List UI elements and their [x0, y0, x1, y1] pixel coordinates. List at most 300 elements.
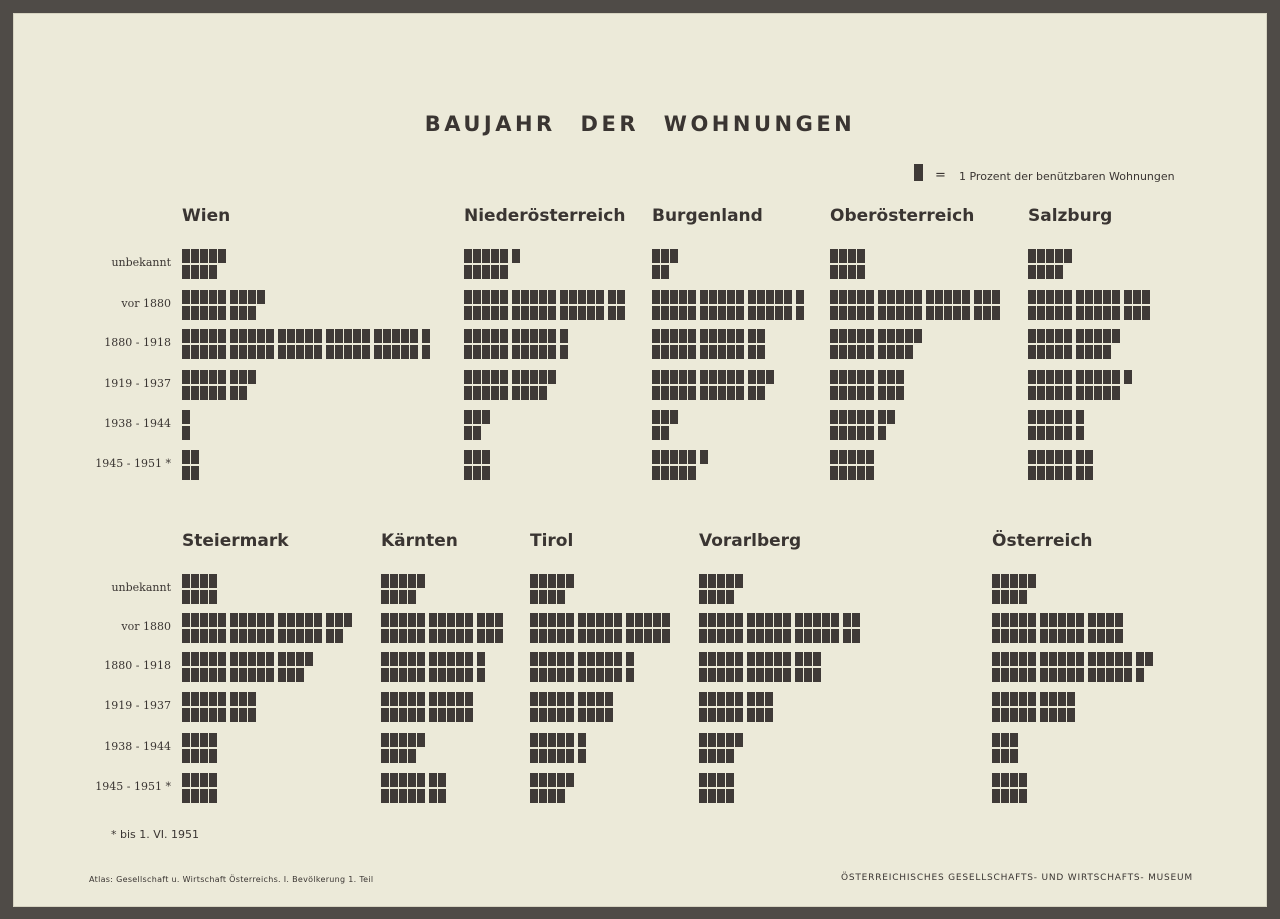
isotype-block-niederoesterreich-1919-1937: [482, 386, 490, 400]
isotype-block-tirol-vor-1880: [662, 629, 670, 643]
isotype-block-vorarlberg-vor-1880: [699, 613, 707, 627]
isotype-block-wien-1919-1937: [218, 386, 226, 400]
isotype-block-steiermark-1938-1944: [200, 749, 208, 763]
isotype-block-kaernten-vor-1880: [477, 613, 485, 627]
isotype-block-tirol-1919-1937: [605, 708, 613, 722]
isotype-block-oberoesterreich-vor-1880: [926, 290, 934, 304]
isotype-block-oberoesterreich-1919-1937: [866, 370, 874, 384]
isotype-block-niederoesterreich-vor-1880: [482, 306, 490, 320]
isotype-block-burgenland-1880-1918: [679, 345, 687, 359]
legend-symbol: [914, 164, 923, 181]
isotype-block-kaernten-1880-1918: [477, 668, 485, 682]
row-label-vor-1880: vor 1880: [121, 297, 171, 310]
isotype-block-niederoesterreich-1880-1918: [521, 345, 529, 359]
isotype-block-kaernten-1919-1937: [408, 708, 416, 722]
isotype-block-oesterreich-vor-1880: [1076, 613, 1084, 627]
row-label-1938-1944: 1938 - 1944: [104, 740, 171, 753]
isotype-block-oberoesterreich-1919-1937: [878, 386, 886, 400]
isotype-block-kaernten-1945-1951: [438, 773, 446, 787]
isotype-block-kaernten-vor-1880: [381, 629, 389, 643]
isotype-block-oberoesterreich-vor-1880: [935, 290, 943, 304]
isotype-block-vorarlberg-1880-1918: [804, 652, 812, 666]
isotype-block-kaernten-1945-1951: [390, 773, 398, 787]
isotype-block-wien-1880-1918: [278, 329, 286, 343]
row-label-1919-1937: 1919 - 1937: [104, 699, 171, 712]
isotype-block-oesterreich-vor-1880: [992, 613, 1000, 627]
isotype-block-niederoesterreich-vor-1880: [512, 306, 520, 320]
isotype-block-wien-1880-1918: [335, 329, 343, 343]
isotype-block-wien-unbekannt: [191, 249, 199, 263]
isotype-block-oesterreich-1938-1944: [992, 733, 1000, 747]
isotype-block-oesterreich-vor-1880: [1019, 613, 1027, 627]
isotype-block-vorarlberg-1919-1937: [747, 708, 755, 722]
isotype-block-steiermark-1880-1918: [278, 668, 286, 682]
isotype-block-steiermark-vor-1880: [230, 629, 238, 643]
isotype-block-kaernten-1919-1937: [465, 708, 473, 722]
isotype-block-vorarlberg-1919-1937: [699, 692, 707, 706]
isotype-block-salzburg-vor-1880: [1064, 306, 1072, 320]
isotype-block-salzburg-1919-1937: [1037, 386, 1045, 400]
isotype-block-wien-1880-1918: [296, 329, 304, 343]
isotype-block-oesterreich-1880-1918: [1145, 652, 1153, 666]
isotype-block-salzburg-unbekannt: [1037, 265, 1045, 279]
isotype-block-salzburg-1945-1951: [1046, 450, 1054, 464]
isotype-block-salzburg-1938-1944: [1064, 426, 1072, 440]
isotype-block-salzburg-1880-1918: [1028, 345, 1036, 359]
isotype-block-niederoesterreich-1880-1918: [512, 345, 520, 359]
isotype-block-wien-1880-1918: [287, 329, 295, 343]
isotype-block-vorarlberg-vor-1880: [735, 629, 743, 643]
isotype-block-wien-1880-1918: [422, 345, 430, 359]
isotype-block-wien-1880-1918: [344, 329, 352, 343]
isotype-block-salzburg-1919-1937: [1076, 370, 1084, 384]
isotype-block-burgenland-1919-1937: [727, 370, 735, 384]
isotype-block-oesterreich-unbekannt: [1010, 574, 1018, 588]
isotype-block-tirol-1880-1918: [548, 652, 556, 666]
isotype-block-tirol-1919-1937: [566, 692, 574, 706]
isotype-block-salzburg-1880-1918: [1076, 329, 1084, 343]
isotype-block-burgenland-unbekannt: [652, 249, 660, 263]
isotype-block-steiermark-vor-1880: [209, 629, 217, 643]
isotype-block-vorarlberg-vor-1880: [756, 613, 764, 627]
isotype-block-steiermark-1919-1937: [230, 708, 238, 722]
isotype-block-oesterreich-1945-1951: [1010, 789, 1018, 803]
isotype-block-oesterreich-1945-1951: [1001, 789, 1009, 803]
isotype-block-kaernten-1919-1937: [408, 692, 416, 706]
isotype-block-steiermark-1880-1918: [287, 668, 295, 682]
isotype-block-oberoesterreich-vor-1880: [896, 290, 904, 304]
isotype-block-salzburg-1880-1918: [1103, 329, 1111, 343]
isotype-block-burgenland-1919-1937: [688, 370, 696, 384]
isotype-block-niederoesterreich-vor-1880: [464, 306, 472, 320]
isotype-block-oberoesterreich-1938-1944: [866, 410, 874, 424]
isotype-block-salzburg-1880-1918: [1064, 345, 1072, 359]
isotype-block-burgenland-1945-1951: [700, 450, 708, 464]
isotype-block-tirol-1880-1918: [566, 668, 574, 682]
isotype-block-kaernten-unbekannt: [399, 590, 407, 604]
isotype-block-vorarlberg-vor-1880: [726, 629, 734, 643]
isotype-block-wien-1938-1944: [182, 426, 190, 440]
isotype-block-wien-unbekannt: [200, 249, 208, 263]
isotype-block-steiermark-1919-1937: [218, 708, 226, 722]
isotype-block-niederoesterreich-1919-1937: [491, 386, 499, 400]
isotype-block-oesterreich-1919-1937: [1067, 692, 1075, 706]
isotype-block-tirol-vor-1880: [644, 613, 652, 627]
isotype-block-kaernten-1945-1951: [408, 789, 416, 803]
panel-title-vorarlberg: Vorarlberg: [699, 531, 802, 551]
isotype-block-wien-1880-1918: [200, 345, 208, 359]
isotype-block-wien-1880-1918: [326, 329, 334, 343]
isotype-block-tirol-1938-1944: [566, 749, 574, 763]
isotype-block-vorarlberg-1880-1918: [804, 668, 812, 682]
isotype-block-niederoesterreich-vor-1880: [608, 290, 616, 304]
isotype-block-tirol-vor-1880: [596, 629, 604, 643]
isotype-block-oberoesterreich-vor-1880: [953, 290, 961, 304]
isotype-block-niederoesterreich-vor-1880: [569, 290, 577, 304]
isotype-block-oberoesterreich-1945-1951: [839, 450, 847, 464]
isotype-block-kaernten-1938-1944: [390, 749, 398, 763]
isotype-block-niederoesterreich-1919-1937: [500, 370, 508, 384]
isotype-block-burgenland-1919-1937: [679, 370, 687, 384]
isotype-block-oesterreich-vor-1880: [1058, 613, 1066, 627]
isotype-block-steiermark-unbekannt: [191, 574, 199, 588]
isotype-block-oberoesterreich-1938-1944: [857, 426, 865, 440]
isotype-block-vorarlberg-1919-1937: [756, 692, 764, 706]
isotype-block-oberoesterreich-vor-1880: [848, 290, 856, 304]
isotype-block-niederoesterreich-1938-1944: [464, 410, 472, 424]
isotype-block-niederoesterreich-vor-1880: [617, 306, 625, 320]
isotype-block-oesterreich-1880-1918: [1058, 668, 1066, 682]
isotype-block-wien-1880-1918: [287, 345, 295, 359]
isotype-block-burgenland-1880-1918: [709, 345, 717, 359]
isotype-block-vorarlberg-vor-1880: [813, 613, 821, 627]
isotype-block-burgenland-1880-1918: [718, 329, 726, 343]
row-label-unbekannt: unbekannt: [111, 581, 171, 594]
isotype-block-salzburg-unbekannt: [1055, 265, 1063, 279]
isotype-block-oesterreich-1880-1918: [1019, 652, 1027, 666]
isotype-block-kaernten-1945-1951: [381, 789, 389, 803]
isotype-block-tirol-vor-1880: [644, 629, 652, 643]
isotype-block-tirol-1880-1918: [578, 668, 586, 682]
isotype-block-oberoesterreich-1880-1918: [878, 329, 886, 343]
isotype-block-salzburg-1880-1918: [1037, 345, 1045, 359]
isotype-block-burgenland-1919-1937: [718, 370, 726, 384]
isotype-block-salzburg-1919-1937: [1028, 386, 1036, 400]
isotype-block-salzburg-vor-1880: [1103, 290, 1111, 304]
isotype-block-oberoesterreich-1945-1951: [857, 466, 865, 480]
isotype-block-wien-unbekannt: [182, 265, 190, 279]
isotype-block-oesterreich-1919-1937: [1001, 708, 1009, 722]
isotype-block-tirol-unbekannt: [566, 574, 574, 588]
isotype-block-salzburg-vor-1880: [1112, 306, 1120, 320]
isotype-block-oesterreich-vor-1880: [1076, 629, 1084, 643]
isotype-block-oberoesterreich-1945-1951: [848, 450, 856, 464]
isotype-block-oberoesterreich-1880-1918: [896, 345, 904, 359]
isotype-block-burgenland-vor-1880: [784, 290, 792, 304]
isotype-block-burgenland-1880-1918: [652, 345, 660, 359]
isotype-block-salzburg-1938-1944: [1076, 426, 1084, 440]
isotype-block-steiermark-vor-1880: [326, 629, 334, 643]
isotype-block-kaernten-1880-1918: [417, 668, 425, 682]
isotype-block-oesterreich-1919-1937: [992, 692, 1000, 706]
isotype-block-vorarlberg-unbekannt: [699, 590, 707, 604]
isotype-block-vorarlberg-vor-1880: [774, 613, 782, 627]
isotype-block-oberoesterreich-1880-1918: [848, 329, 856, 343]
isotype-block-vorarlberg-1945-1951: [708, 773, 716, 787]
isotype-block-tirol-vor-1880: [653, 629, 661, 643]
isotype-block-kaernten-1919-1937: [465, 692, 473, 706]
isotype-block-salzburg-unbekannt: [1055, 249, 1063, 263]
isotype-block-salzburg-vor-1880: [1064, 290, 1072, 304]
isotype-block-wien-1919-1937: [191, 386, 199, 400]
isotype-block-niederoesterreich-1919-1937: [530, 386, 538, 400]
isotype-block-niederoesterreich-vor-1880: [491, 306, 499, 320]
isotype-block-salzburg-1938-1944: [1028, 426, 1036, 440]
isotype-block-burgenland-vor-1880: [748, 306, 756, 320]
isotype-block-salzburg-1945-1951: [1085, 466, 1093, 480]
isotype-block-salzburg-1919-1937: [1055, 386, 1063, 400]
isotype-block-steiermark-vor-1880: [200, 629, 208, 643]
isotype-block-steiermark-1919-1937: [200, 692, 208, 706]
isotype-block-wien-1880-1918: [182, 345, 190, 359]
isotype-block-tirol-1880-1918: [614, 668, 622, 682]
isotype-block-kaernten-vor-1880: [465, 613, 473, 627]
isotype-block-tirol-1919-1937: [587, 708, 595, 722]
isotype-block-vorarlberg-1938-1944: [717, 733, 725, 747]
isotype-block-wien-1880-1918: [191, 345, 199, 359]
isotype-block-tirol-1938-1944: [578, 749, 586, 763]
isotype-block-wien-1880-1918: [362, 345, 370, 359]
isotype-block-tirol-1919-1937: [578, 692, 586, 706]
isotype-block-burgenland-1880-1918: [748, 345, 756, 359]
isotype-block-vorarlberg-unbekannt: [699, 574, 707, 588]
isotype-block-kaernten-vor-1880: [438, 613, 446, 627]
isotype-block-burgenland-1945-1951: [670, 450, 678, 464]
isotype-block-burgenland-vor-1880: [670, 290, 678, 304]
isotype-block-tirol-1880-1918: [539, 652, 547, 666]
isotype-block-tirol-vor-1880: [587, 613, 595, 627]
isotype-block-kaernten-1880-1918: [417, 652, 425, 666]
isotype-block-burgenland-1919-1937: [757, 370, 765, 384]
isotype-block-vorarlberg-vor-1880: [708, 613, 716, 627]
isotype-block-burgenland-vor-1880: [718, 306, 726, 320]
isotype-block-salzburg-vor-1880: [1037, 290, 1045, 304]
isotype-block-oesterreich-1938-1944: [1010, 733, 1018, 747]
isotype-block-kaernten-vor-1880: [447, 629, 455, 643]
isotype-block-kaernten-1945-1951: [417, 773, 425, 787]
isotype-block-niederoesterreich-1919-1937: [464, 370, 472, 384]
isotype-block-kaernten-1938-1944: [408, 733, 416, 747]
isotype-block-salzburg-1919-1937: [1064, 370, 1072, 384]
isotype-block-vorarlberg-1945-1951: [726, 789, 734, 803]
isotype-block-vorarlberg-1880-1918: [795, 668, 803, 682]
isotype-block-vorarlberg-1919-1937: [726, 708, 734, 722]
isotype-block-burgenland-vor-1880: [727, 290, 735, 304]
isotype-block-steiermark-1880-1918: [305, 652, 313, 666]
isotype-block-salzburg-1919-1937: [1112, 386, 1120, 400]
isotype-block-oesterreich-unbekannt: [1001, 574, 1009, 588]
isotype-block-vorarlberg-1880-1918: [708, 652, 716, 666]
isotype-block-tirol-vor-1880: [635, 613, 643, 627]
isotype-block-tirol-unbekannt: [530, 590, 538, 604]
isotype-block-burgenland-1919-1937: [757, 386, 765, 400]
isotype-block-steiermark-unbekannt: [191, 590, 199, 604]
isotype-block-oberoesterreich-1938-1944: [866, 426, 874, 440]
isotype-block-kaernten-unbekannt: [408, 574, 416, 588]
row-label-1919-1937: 1919 - 1937: [104, 377, 171, 390]
isotype-block-kaernten-vor-1880: [486, 613, 494, 627]
isotype-block-burgenland-1880-1918: [736, 345, 744, 359]
row-label-unbekannt: unbekannt: [111, 256, 171, 269]
isotype-block-vorarlberg-unbekannt: [717, 574, 725, 588]
isotype-block-niederoesterreich-1880-1918: [473, 329, 481, 343]
isotype-block-salzburg-vor-1880: [1055, 290, 1063, 304]
isotype-block-oesterreich-1880-1918: [1028, 652, 1036, 666]
isotype-block-oberoesterreich-1880-1918: [887, 329, 895, 343]
isotype-block-wien-1919-1937: [200, 386, 208, 400]
isotype-block-vorarlberg-vor-1880: [795, 629, 803, 643]
isotype-block-oesterreich-1945-1951: [1019, 789, 1027, 803]
isotype-block-oesterreich-1919-1937: [1001, 692, 1009, 706]
isotype-block-oberoesterreich-unbekannt: [839, 265, 847, 279]
isotype-block-wien-vor-1880: [230, 306, 238, 320]
isotype-block-oesterreich-1880-1918: [1088, 652, 1096, 666]
isotype-block-vorarlberg-vor-1880: [813, 629, 821, 643]
isotype-block-oberoesterreich-vor-1880: [839, 290, 847, 304]
isotype-block-vorarlberg-1938-1944: [726, 749, 734, 763]
isotype-block-steiermark-vor-1880: [257, 613, 265, 627]
isotype-block-steiermark-1919-1937: [218, 692, 226, 706]
isotype-block-oberoesterreich-vor-1880: [866, 290, 874, 304]
isotype-block-oesterreich-1880-1918: [1124, 652, 1132, 666]
isotype-block-oesterreich-vor-1880: [1010, 613, 1018, 627]
isotype-block-vorarlberg-1938-1944: [699, 749, 707, 763]
isotype-block-tirol-1880-1918: [530, 652, 538, 666]
isotype-block-burgenland-1945-1951: [688, 466, 696, 480]
isotype-block-oesterreich-1945-1951: [992, 789, 1000, 803]
isotype-block-oberoesterreich-1880-1918: [896, 329, 904, 343]
isotype-block-steiermark-vor-1880: [314, 629, 322, 643]
isotype-block-vorarlberg-vor-1880: [822, 629, 830, 643]
isotype-block-kaernten-unbekannt: [390, 590, 398, 604]
isotype-block-kaernten-1919-1937: [438, 708, 446, 722]
isotype-block-vorarlberg-unbekannt: [708, 590, 716, 604]
isotype-block-oberoesterreich-1919-1937: [830, 370, 838, 384]
isotype-block-niederoesterreich-1919-1937: [530, 370, 538, 384]
isotype-block-kaernten-1938-1944: [417, 733, 425, 747]
isotype-block-kaernten-1919-1937: [417, 708, 425, 722]
isotype-block-niederoesterreich-1919-1937: [548, 370, 556, 384]
isotype-block-salzburg-1919-1937: [1076, 386, 1084, 400]
isotype-block-oberoesterreich-vor-1880: [866, 306, 874, 320]
isotype-block-steiermark-1880-1918: [296, 652, 304, 666]
isotype-block-steiermark-unbekannt: [200, 574, 208, 588]
isotype-block-oesterreich-1880-1918: [1040, 668, 1048, 682]
isotype-block-tirol-1880-1918: [626, 668, 634, 682]
isotype-block-salzburg-1945-1951: [1064, 450, 1072, 464]
isotype-block-vorarlberg-vor-1880: [795, 613, 803, 627]
isotype-block-oesterreich-1919-1937: [1040, 708, 1048, 722]
isotype-block-burgenland-1938-1944: [670, 410, 678, 424]
isotype-block-wien-1880-1918: [392, 329, 400, 343]
isotype-block-salzburg-vor-1880: [1037, 306, 1045, 320]
isotype-block-oesterreich-1880-1918: [1088, 668, 1096, 682]
isotype-block-wien-1880-1918: [353, 345, 361, 359]
isotype-block-burgenland-unbekannt: [652, 265, 660, 279]
isotype-block-wien-unbekannt: [182, 249, 190, 263]
isotype-block-wien-unbekannt: [209, 249, 217, 263]
panel-title-salzburg: Salzburg: [1028, 206, 1113, 226]
isotype-block-burgenland-1880-1918: [757, 329, 765, 343]
isotype-block-steiermark-vor-1880: [278, 629, 286, 643]
isotype-block-vorarlberg-1919-1937: [708, 692, 716, 706]
isotype-block-steiermark-1938-1944: [209, 749, 217, 763]
isotype-block-burgenland-vor-1880: [796, 306, 804, 320]
isotype-block-steiermark-1919-1937: [191, 708, 199, 722]
isotype-block-wien-vor-1880: [209, 306, 217, 320]
isotype-block-burgenland-vor-1880: [661, 306, 669, 320]
isotype-block-wien-1880-1918: [374, 329, 382, 343]
isotype-block-kaernten-1919-1937: [399, 708, 407, 722]
isotype-block-burgenland-1919-1937: [652, 386, 660, 400]
isotype-block-oberoesterreich-vor-1880: [962, 290, 970, 304]
isotype-block-niederoesterreich-1938-1944: [482, 410, 490, 424]
isotype-block-steiermark-1919-1937: [239, 708, 247, 722]
isotype-block-kaernten-1945-1951: [438, 789, 446, 803]
isotype-block-steiermark-vor-1880: [266, 629, 274, 643]
isotype-block-oesterreich-1919-1937: [1028, 708, 1036, 722]
isotype-block-burgenland-1938-1944: [661, 426, 669, 440]
isotype-block-tirol-1938-1944: [578, 733, 586, 747]
isotype-block-salzburg-vor-1880: [1055, 306, 1063, 320]
isotype-block-burgenland-1880-1918: [670, 345, 678, 359]
isotype-block-tirol-1945-1951: [557, 789, 565, 803]
credit-atlas: Atlas: Gesellschaft u. Wirtschaft Österreichs. I. Bevölkerung 1. Teil: [89, 875, 374, 884]
isotype-block-kaernten-unbekannt: [390, 574, 398, 588]
isotype-block-oesterreich-vor-1880: [1028, 613, 1036, 627]
isotype-block-oberoesterreich-vor-1880: [857, 290, 865, 304]
isotype-block-steiermark-vor-1880: [230, 613, 238, 627]
isotype-block-niederoesterreich-vor-1880: [539, 290, 547, 304]
isotype-block-wien-vor-1880: [257, 290, 265, 304]
isotype-block-oberoesterreich-1919-1937: [866, 386, 874, 400]
isotype-block-tirol-unbekannt: [539, 590, 547, 604]
isotype-block-oesterreich-vor-1880: [1058, 629, 1066, 643]
isotype-block-steiermark-1880-1918: [257, 652, 265, 666]
isotype-block-steiermark-1880-1918: [230, 668, 238, 682]
isotype-block-wien-unbekannt: [200, 265, 208, 279]
isotype-block-kaernten-1938-1944: [381, 733, 389, 747]
isotype-block-steiermark-vor-1880: [296, 629, 304, 643]
isotype-block-vorarlberg-1919-1937: [708, 708, 716, 722]
isotype-block-burgenland-1880-1918: [661, 345, 669, 359]
isotype-block-niederoesterreich-vor-1880: [491, 290, 499, 304]
isotype-block-salzburg-1938-1944: [1037, 410, 1045, 424]
isotype-block-vorarlberg-1880-1918: [795, 652, 803, 666]
isotype-block-niederoesterreich-vor-1880: [500, 306, 508, 320]
isotype-block-oberoesterreich-1945-1951: [848, 466, 856, 480]
isotype-block-steiermark-vor-1880: [218, 613, 226, 627]
isotype-block-kaernten-vor-1880: [390, 613, 398, 627]
isotype-block-niederoesterreich-unbekannt: [512, 249, 520, 263]
isotype-block-niederoesterreich-1919-1937: [521, 370, 529, 384]
isotype-block-wien-1880-1918: [344, 345, 352, 359]
row-label-1880-1918: 1880 - 1918: [104, 336, 171, 349]
isotype-block-wien-vor-1880: [218, 306, 226, 320]
isotype-block-oesterreich-1919-1937: [992, 708, 1000, 722]
isotype-block-vorarlberg-vor-1880: [831, 613, 839, 627]
isotype-block-kaernten-vor-1880: [417, 629, 425, 643]
